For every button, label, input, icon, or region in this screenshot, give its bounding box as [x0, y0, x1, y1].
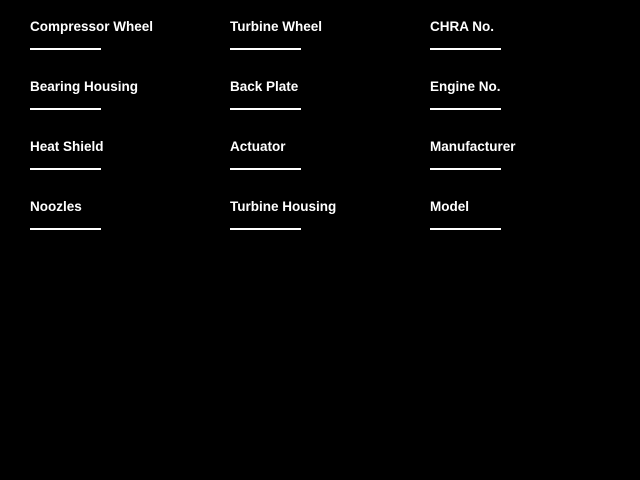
field-chra-no	[430, 19, 630, 79]
field-input-line[interactable]	[30, 168, 101, 170]
field-actuator	[230, 139, 430, 199]
field-bearing-housing	[30, 79, 230, 139]
field-manufacturer	[430, 139, 630, 199]
field-label: Actuator	[230, 139, 286, 154]
field-turbine-wheel	[230, 19, 430, 79]
field-input-line[interactable]	[30, 108, 101, 110]
field-input-line[interactable]	[230, 48, 301, 50]
field-label: Manufacturer	[430, 139, 516, 154]
field-input-line[interactable]	[430, 168, 501, 170]
field-compressor-wheel	[30, 19, 230, 79]
field-label: Bearing Housing	[30, 79, 139, 94]
field-label: Noozles	[30, 199, 82, 214]
field-label: Back Plate	[230, 79, 299, 94]
field-label: CHRA No.	[430, 19, 494, 34]
field-model	[430, 199, 630, 259]
field-label: Engine No.	[430, 79, 501, 94]
field-label: Turbine Wheel	[230, 19, 323, 34]
field-label: Model	[430, 199, 469, 214]
field-label: Compressor Wheel	[30, 19, 154, 34]
field-input-line[interactable]	[430, 228, 501, 230]
field-input-line[interactable]	[430, 48, 501, 50]
field-label: Heat Shield	[30, 139, 104, 154]
field-engine-no	[430, 79, 630, 139]
field-input-line[interactable]	[230, 228, 301, 230]
field-input-line[interactable]	[230, 108, 301, 110]
field-input-line[interactable]	[30, 48, 101, 50]
field-heat-shield	[30, 139, 230, 199]
field-back-plate	[230, 79, 430, 139]
field-input-line[interactable]	[430, 108, 501, 110]
inspection-form-grid	[30, 19, 630, 259]
field-input-line[interactable]	[30, 228, 101, 230]
field-label: Turbine Housing	[230, 199, 337, 214]
field-noozles	[30, 199, 230, 259]
field-input-line[interactable]	[230, 168, 301, 170]
field-turbine-housing	[230, 199, 430, 259]
